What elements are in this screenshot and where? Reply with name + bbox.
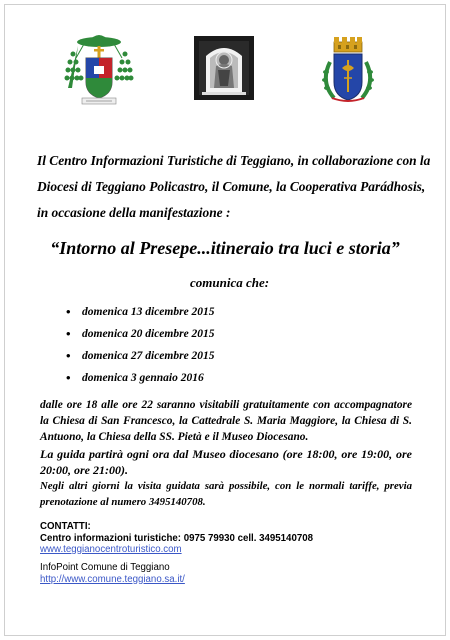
diocese-coat-of-arms-icon	[64, 30, 134, 108]
visit-hours-paragraph: dalle ore 18 alle ore 22 saranno visitabili gratuitamente con accompagnatore la Chiesa di San Francesco, la Cattedrale S. Maria Maggiore, la Chiesa di S. Antuono, la Chiesa della SS. Pietà e il Museo Diocesano.	[40, 399, 412, 443]
date-item: • domenica 20 dicembre 2015	[62, 324, 215, 346]
guide-schedule-paragraph: La guida partirà ogni ora dal Museo diocesano (ore 18:00, ore 19:00, ore 20:00, ore 21:00).	[40, 447, 412, 477]
date-item: • domenica 3 gennaio 2016	[62, 368, 215, 390]
booking-paragraph: Negli altri giorni la visita guidata sarà possibile, con le normali tariffe, previa prenotazione al numero 3495140708.	[40, 480, 412, 508]
intro-line-3: in occasione della manifestazione :	[37, 205, 231, 220]
contacts-line: Centro informazioni turistiche: 0975 79930 cell. 3495140708	[40, 532, 313, 544]
event-title: “Intorno al Presepe...itineraio tra luci e storia”	[50, 238, 400, 258]
nativity-illustration-icon	[194, 36, 254, 100]
contacts-heading: CONTATTI:	[40, 521, 91, 532]
comunica-label: comunica che:	[190, 275, 270, 290]
infopoint-section	[40, 562, 185, 585]
contacts-section	[40, 521, 313, 556]
logos-header	[0, 0, 450, 115]
date-item: • domenica 13 dicembre 2015	[62, 302, 215, 324]
comune-coat-of-arms-icon	[320, 34, 376, 106]
dates-list	[62, 302, 215, 390]
intro-line-2: Diocesi di Teggiano Policastro, il Comune, la Cooperativa Parádhosis,	[37, 179, 426, 194]
comune-website-link[interactable]: http://www.comune.teggiano.sa.it/	[40, 573, 185, 585]
intro-line-1: Il Centro Informazioni Turistiche di Teggiano, in collaborazione con la	[37, 153, 431, 168]
date-item: • domenica 27 dicembre 2015	[62, 346, 215, 368]
infopoint-label: InfoPoint Comune di Teggiano	[40, 562, 170, 573]
website-link[interactable]: www.teggianocentroturistico.com	[40, 544, 182, 555]
intro-text	[37, 148, 431, 226]
